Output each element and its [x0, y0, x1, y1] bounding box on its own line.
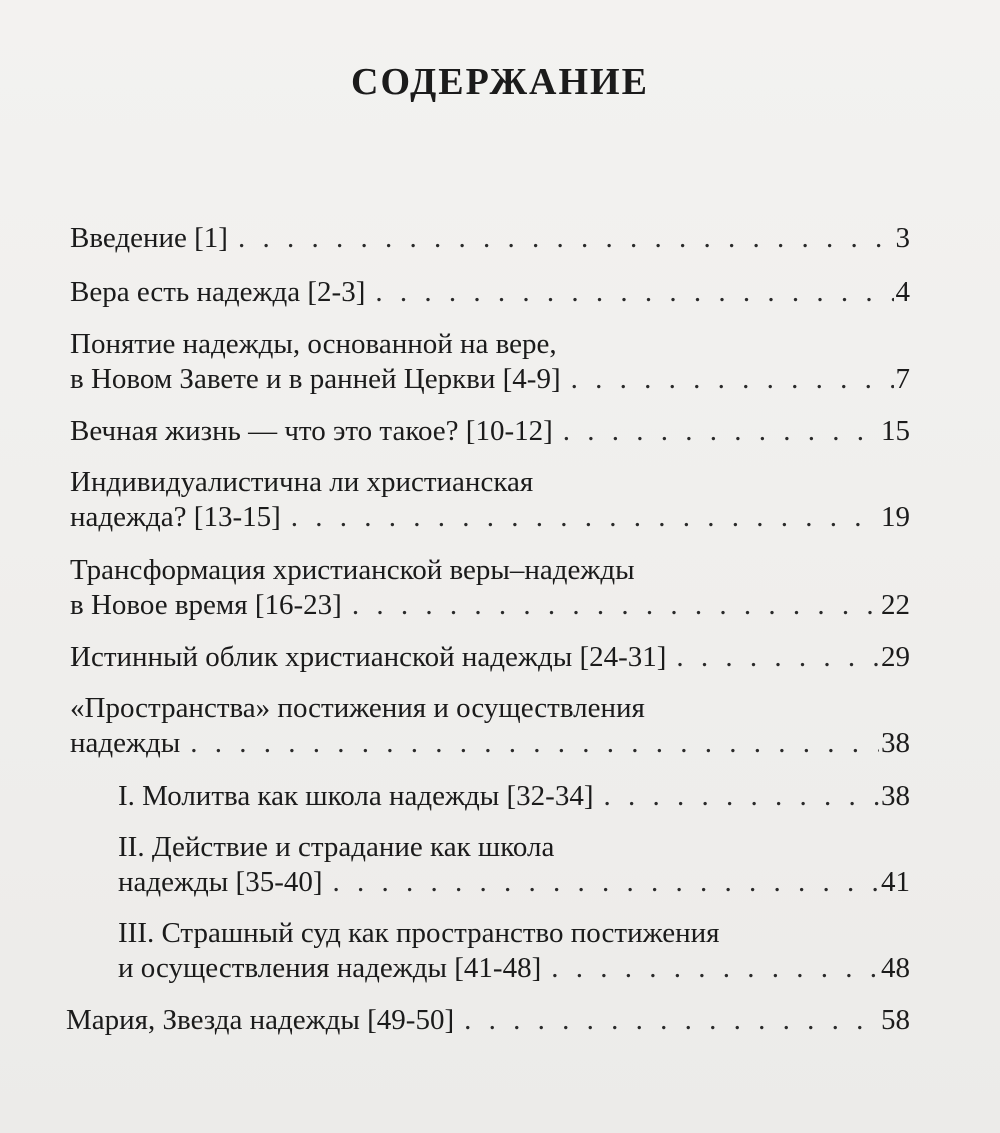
- toc-entry-title: и осуществления надежды [41-48]: [118, 952, 542, 984]
- toc-entry-title: Вечная жизнь — что это такое? [10-12]: [70, 415, 553, 447]
- toc-page-number: 58: [881, 1004, 910, 1036]
- toc-entry-title: надежды: [70, 727, 181, 759]
- toc-entry-title-line1: «Пространства» постижения и осуществления: [70, 692, 645, 724]
- dot-leader: [238, 221, 894, 256]
- toc-entry-title-line1: Индивидуалистична ли христианская: [70, 466, 534, 498]
- dot-leader: [333, 865, 879, 900]
- toc-page-number: 48: [881, 952, 910, 984]
- toc-entry-line: [70, 221, 910, 256]
- toc-entry-title: Истинный облик христианской надежды [24-31]: [70, 641, 667, 673]
- dot-leader: [190, 726, 879, 761]
- toc-subentry: [118, 830, 910, 900]
- toc-entry: [70, 691, 910, 761]
- toc-subentry: [118, 779, 910, 814]
- page-title: СОДЕРЖАНИЕ: [351, 61, 649, 103]
- toc-page-number: 38: [881, 727, 910, 759]
- toc-entry-title: Введение [1]: [70, 222, 228, 254]
- toc-entry-line: [70, 275, 910, 310]
- dot-leader: [551, 951, 879, 986]
- toc-entry: [70, 553, 910, 623]
- toc-entry-line: [70, 588, 910, 623]
- toc-entry-line: [70, 726, 910, 761]
- toc-entry: [66, 1003, 910, 1038]
- dot-leader: [464, 1003, 879, 1038]
- toc-entry: [70, 414, 910, 449]
- toc-entry-title: Мария, Звезда надежды [49-50]: [66, 1004, 455, 1036]
- toc-entry: [70, 465, 910, 535]
- dot-leader: [603, 779, 879, 814]
- toc-entry-title: надежда? [13-15]: [70, 501, 281, 533]
- toc-entry: [70, 221, 910, 256]
- toc-entry-line: [118, 779, 910, 814]
- toc-entry-line: [118, 865, 910, 900]
- toc-page-number: 41: [881, 866, 910, 898]
- toc-entry-title: I. Молитва как школа надежды [32-34]: [118, 780, 594, 812]
- toc-entry: [70, 275, 910, 310]
- toc-page-number: 29: [881, 641, 910, 673]
- toc-entry: [70, 640, 910, 675]
- toc-page-number: 3: [895, 222, 910, 254]
- toc-subentry: [118, 916, 910, 986]
- dot-leader: [352, 588, 879, 623]
- toc-entry-line: [70, 640, 910, 675]
- toc-entry-line: [70, 500, 910, 535]
- toc-entry-title-line1: Трансформация христианской веры–надежды: [70, 554, 635, 586]
- toc-entry-title-line1: III. Страшный суд как пространство постижения: [118, 917, 720, 949]
- toc-page-number: 7: [895, 363, 910, 395]
- toc-entry-title: Вера есть надежда [2-3]: [70, 276, 366, 308]
- toc-page-number: 4: [895, 276, 910, 308]
- toc-page-number: 15: [881, 415, 910, 447]
- dot-leader: [291, 500, 879, 535]
- toc-page-number: 19: [881, 501, 910, 533]
- dot-leader: [375, 275, 893, 310]
- toc-entry: [70, 327, 910, 397]
- toc-page-number: 38: [881, 780, 910, 812]
- toc-entry-line: [66, 1003, 910, 1038]
- toc-entry-title-line1: II. Действие и страдание как школа: [118, 831, 555, 863]
- toc-entry-line: [70, 362, 910, 397]
- toc-page-number: 22: [881, 589, 910, 621]
- dot-leader: [563, 414, 879, 449]
- toc-entry-title: надежды [35-40]: [118, 866, 323, 898]
- toc-entry-title: в Новом Завете и в ранней Церкви [4-9]: [70, 363, 561, 395]
- toc-entry-title: в Новое время [16-23]: [70, 589, 342, 621]
- toc-entry-line: [118, 951, 910, 986]
- toc-entry-line: [70, 414, 910, 449]
- dot-leader: [676, 640, 879, 675]
- toc-entry-title-line1: Понятие надежды, основанной на вере,: [70, 328, 557, 360]
- dot-leader: [571, 362, 894, 397]
